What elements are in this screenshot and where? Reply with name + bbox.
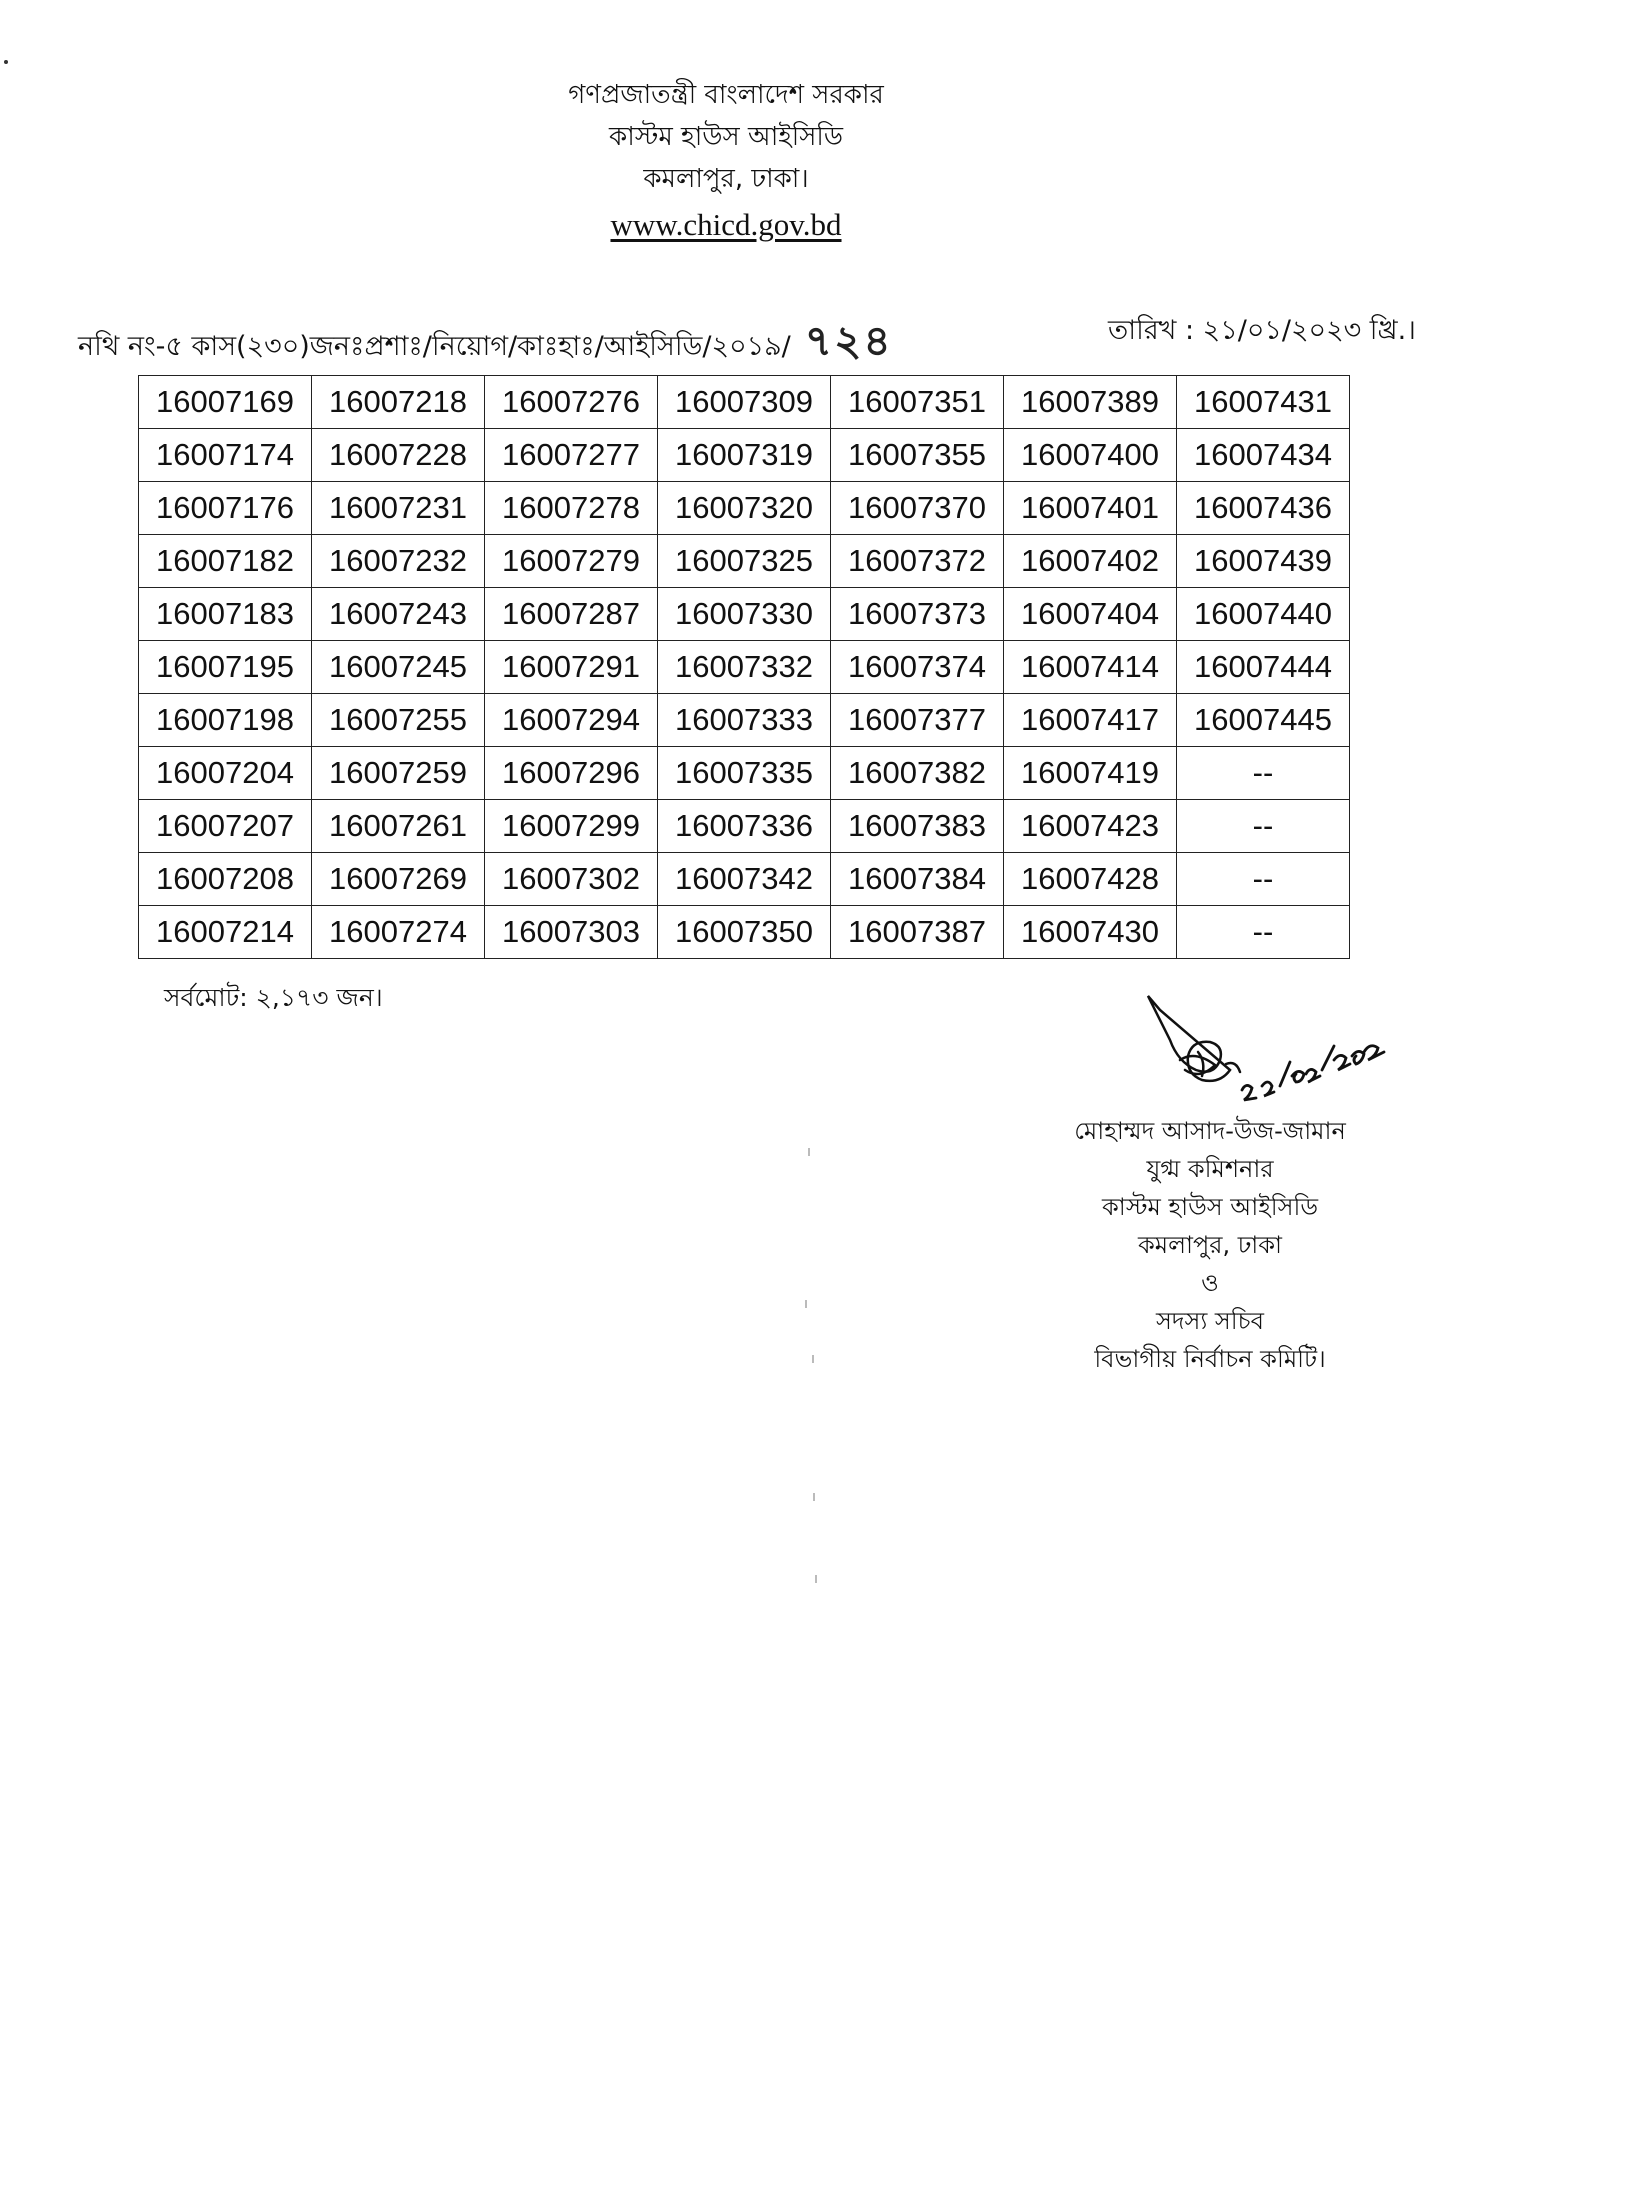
roll-number-cell: 16007255 [312, 694, 485, 747]
roll-number-cell: 16007208 [139, 853, 312, 906]
roll-number-cell: 16007377 [831, 694, 1004, 747]
roll-number-cell: 16007332 [658, 641, 831, 694]
roll-number-cell: 16007370 [831, 482, 1004, 535]
roll-number-cell: 16007383 [831, 800, 1004, 853]
signatory-name: মোহাম্মদ আসাদ-উজ-জামান [1074, 1117, 1346, 1145]
table-row [139, 376, 1350, 429]
roll-number-cell: 16007440 [1177, 588, 1350, 641]
signatory-office: কাস্টম হাউস আইসিডি [1102, 1193, 1318, 1221]
roll-number-cell: 16007320 [658, 482, 831, 535]
roll-number-cell: 16007291 [485, 641, 658, 694]
roll-number-cell: 16007214 [139, 906, 312, 959]
roll-number-cell: 16007414 [1004, 641, 1177, 694]
roll-number-cell: 16007342 [658, 853, 831, 906]
roll-number-cell: 16007303 [485, 906, 658, 959]
table-row [139, 641, 1350, 694]
issue-date: তারিখ : ২১/০১/২০২৩ খ্রি.। [1108, 315, 1416, 346]
table-row [139, 800, 1350, 853]
roll-number-cell: 16007183 [139, 588, 312, 641]
signature-image [1140, 990, 1390, 1110]
roll-number-cell: 16007294 [485, 694, 658, 747]
office-name: কাস্টম হাউস আইসিডি [609, 122, 843, 152]
roll-number-cell: 16007372 [831, 535, 1004, 588]
roll-number-cell: 16007319 [658, 429, 831, 482]
signatory-conjunction: ও [1201, 1269, 1219, 1297]
table-row [139, 588, 1350, 641]
scan-artifact [805, 1300, 807, 1308]
website-link[interactable]: www.chicd.gov.bd [610, 207, 842, 242]
roll-number-cell: -- [1177, 853, 1350, 906]
roll-number-cell: 16007373 [831, 588, 1004, 641]
roll-number-cell: 16007231 [312, 482, 485, 535]
roll-number-table-body [139, 376, 1350, 959]
roll-number-cell: 16007259 [312, 747, 485, 800]
roll-number-cell: 16007277 [485, 429, 658, 482]
roll-number-table [138, 375, 1350, 959]
government-name: গণপ্রজাতন্ত্রী বাংলাদেশ সরকার [568, 80, 884, 110]
roll-number-cell: 16007207 [139, 800, 312, 853]
roll-number-cell: 16007387 [831, 906, 1004, 959]
roll-number-cell: 16007428 [1004, 853, 1177, 906]
roll-number-cell: -- [1177, 800, 1350, 853]
roll-number-cell: 16007430 [1004, 906, 1177, 959]
roll-number-cell: 16007243 [312, 588, 485, 641]
roll-number-cell: 16007218 [312, 376, 485, 429]
roll-number-cell: 16007279 [485, 535, 658, 588]
roll-number-cell: 16007176 [139, 482, 312, 535]
total-count: সর্বমোট: ২,১৭৩ জন। [164, 983, 383, 1012]
file-number: নথি নং-৫ কাস(২৩০)জনঃপ্রশাঃ/নিয়োগ/কাঃহাঃ/আইসিডি/২০১৯/ [78, 331, 791, 362]
table-row [139, 535, 1350, 588]
roll-number-cell: 16007325 [658, 535, 831, 588]
roll-number-cell: 16007431 [1177, 376, 1350, 429]
table-row [139, 694, 1350, 747]
scan-artifact [813, 1493, 815, 1501]
scan-artifact [812, 1355, 814, 1363]
scan-artifact [808, 1148, 810, 1156]
stray-dot [4, 60, 8, 64]
roll-number-cell: 16007198 [139, 694, 312, 747]
roll-number-cell: 16007423 [1004, 800, 1177, 853]
roll-number-cell: 16007351 [831, 376, 1004, 429]
table-row [139, 747, 1350, 800]
signatory-role: সদস্য সচিব [1156, 1307, 1264, 1335]
signatory-designation: যুগ্ম কমিশনার [1146, 1155, 1274, 1183]
roll-number-cell: 16007330 [658, 588, 831, 641]
roll-number-cell: 16007261 [312, 800, 485, 853]
roll-number-cell: 16007228 [312, 429, 485, 482]
roll-number-cell: 16007182 [139, 535, 312, 588]
signatory-committee: বিভাগীয় নির্বাচন কমিটি। [1094, 1345, 1326, 1373]
roll-number-cell: 16007296 [485, 747, 658, 800]
table-row [139, 853, 1350, 906]
reference-line [78, 308, 893, 379]
roll-number-cell: 16007333 [658, 694, 831, 747]
roll-number-cell: 16007350 [658, 906, 831, 959]
roll-number-cell: 16007174 [139, 429, 312, 482]
roll-number-cell: -- [1177, 747, 1350, 800]
roll-number-cell: 16007274 [312, 906, 485, 959]
roll-number-cell: 16007204 [139, 747, 312, 800]
roll-number-cell: 16007276 [485, 376, 658, 429]
roll-number-cell: 16007287 [485, 588, 658, 641]
roll-number-cell: 16007309 [658, 376, 831, 429]
letterhead [0, 74, 1452, 246]
roll-number-cell: 16007400 [1004, 429, 1177, 482]
roll-number-cell: 16007278 [485, 482, 658, 535]
roll-number-cell: 16007245 [312, 641, 485, 694]
roll-number-cell: 16007401 [1004, 482, 1177, 535]
office-location: কমলাপুর, ঢাকা। [643, 164, 809, 194]
roll-number-cell: 16007384 [831, 853, 1004, 906]
roll-number-cell: 16007169 [139, 376, 312, 429]
scan-artifact [815, 1575, 817, 1583]
roll-number-cell: 16007389 [1004, 376, 1177, 429]
roll-number-cell: 16007402 [1004, 535, 1177, 588]
roll-number-cell: 16007436 [1177, 482, 1350, 535]
signatory-location: কমলাপুর, ঢাকা [1138, 1231, 1282, 1259]
roll-number-cell: 16007232 [312, 535, 485, 588]
roll-number-cell: 16007374 [831, 641, 1004, 694]
table-row [139, 429, 1350, 482]
roll-number-cell: 16007445 [1177, 694, 1350, 747]
roll-number-cell: 16007404 [1004, 588, 1177, 641]
roll-number-cell: 16007335 [658, 747, 831, 800]
roll-number-cell: 16007417 [1004, 694, 1177, 747]
roll-number-cell: 16007269 [312, 853, 485, 906]
roll-number-cell: 16007302 [485, 853, 658, 906]
roll-number-cell: 16007439 [1177, 535, 1350, 588]
roll-number-cell: 16007444 [1177, 641, 1350, 694]
memo-number: ৭২৪ [804, 316, 893, 365]
table-row [139, 482, 1350, 535]
roll-number-cell: -- [1177, 906, 1350, 959]
roll-number-cell: 16007336 [658, 800, 831, 853]
table-row [139, 906, 1350, 959]
roll-number-cell: 16007419 [1004, 747, 1177, 800]
roll-number-cell: 16007382 [831, 747, 1004, 800]
signatory-block [1040, 1112, 1380, 1378]
roll-number-cell: 16007195 [139, 641, 312, 694]
roll-number-cell: 16007355 [831, 429, 1004, 482]
roll-number-cell: 16007299 [485, 800, 658, 853]
roll-number-cell: 16007434 [1177, 429, 1350, 482]
